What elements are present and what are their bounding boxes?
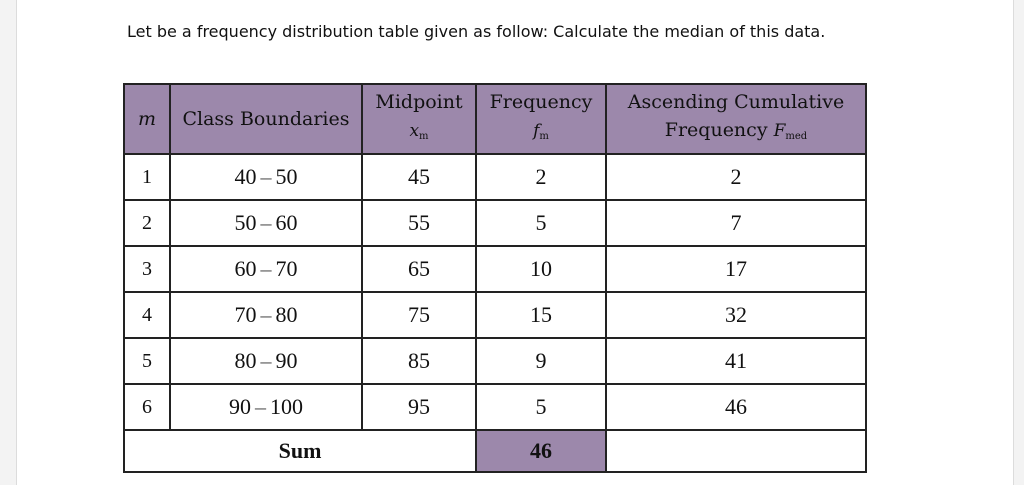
frequency-cell: 5 xyxy=(476,200,606,246)
cumulative-subscript: med xyxy=(785,130,808,142)
row-index: 6 xyxy=(124,384,170,430)
class-upper: 100 xyxy=(270,394,303,419)
cumulative-cell: 7 xyxy=(606,200,866,246)
sum-label: Sum xyxy=(124,430,476,472)
class-lower: 90 xyxy=(229,394,251,419)
class-lower: 80 xyxy=(234,348,257,373)
row-index: 2 xyxy=(124,200,170,246)
table-row xyxy=(124,292,866,338)
midpoint-subscript: m xyxy=(419,130,429,142)
header-cumulative xyxy=(606,84,866,154)
header-frequency-symbol xyxy=(477,116,605,151)
range-dash: – xyxy=(260,210,272,235)
midpoint-cell: 85 xyxy=(362,338,476,384)
table-row xyxy=(124,246,866,292)
range-dash: – xyxy=(260,256,272,281)
frequency-table xyxy=(123,83,867,473)
header-m: m xyxy=(124,84,170,154)
class-lower: 60 xyxy=(234,256,257,281)
class-lower: 70 xyxy=(234,302,257,327)
class-upper: 70 xyxy=(275,256,298,281)
sum-row xyxy=(124,430,866,472)
header-frequency xyxy=(476,84,606,154)
question-text: Let be a frequency distribution table given as follow: Calculate the median of this data. xyxy=(127,22,826,41)
cumulative-cell: 17 xyxy=(606,246,866,292)
class-boundary-cell xyxy=(170,338,362,384)
sum-value: 46 xyxy=(476,430,606,472)
class-boundary-cell xyxy=(170,292,362,338)
cumulative-cell: 41 xyxy=(606,338,866,384)
frequency-symbol: f xyxy=(533,120,540,141)
class-boundary-cell xyxy=(170,246,362,292)
sum-empty-cell xyxy=(606,430,866,472)
class-upper: 90 xyxy=(275,348,298,373)
frequency-cell: 2 xyxy=(476,154,606,200)
class-lower: 50 xyxy=(234,210,257,235)
range-dash: – xyxy=(260,164,272,189)
range-dash: – xyxy=(260,348,272,373)
frequency-cell: 15 xyxy=(476,292,606,338)
table-row xyxy=(124,154,866,200)
midpoint-cell: 55 xyxy=(362,200,476,246)
midpoint-cell: 45 xyxy=(362,154,476,200)
header-midpoint-label: Midpoint xyxy=(375,90,463,113)
midpoint-cell: 65 xyxy=(362,246,476,292)
header-cumulative-line2 xyxy=(607,116,865,151)
frequency-cell: 9 xyxy=(476,338,606,384)
class-lower: 40 xyxy=(234,164,257,189)
row-index: 4 xyxy=(124,292,170,338)
document-page xyxy=(16,0,1014,485)
range-dash: – xyxy=(255,394,266,419)
cumulative-cell: 2 xyxy=(606,154,866,200)
table-row xyxy=(124,384,866,430)
header-frequency-label: Frequency xyxy=(489,90,593,113)
table-row xyxy=(124,200,866,246)
header-class-boundaries: Class Boundaries xyxy=(170,84,362,154)
class-upper: 50 xyxy=(275,164,298,189)
class-boundary-cell xyxy=(170,154,362,200)
cumulative-cell: 32 xyxy=(606,292,866,338)
class-boundary-cell xyxy=(170,200,362,246)
cumulative-label: Frequency xyxy=(664,118,768,141)
class-upper: 80 xyxy=(275,302,298,327)
frequency-subscript: m xyxy=(539,130,549,142)
row-index: 1 xyxy=(124,154,170,200)
frequency-cell: 5 xyxy=(476,384,606,430)
header-midpoint xyxy=(362,84,476,154)
cumulative-cell: 46 xyxy=(606,384,866,430)
header-midpoint-symbol xyxy=(363,116,475,151)
cumulative-symbol: F xyxy=(773,120,786,141)
class-upper: 60 xyxy=(275,210,298,235)
frequency-cell: 10 xyxy=(476,246,606,292)
table-row xyxy=(124,338,866,384)
table-header-row xyxy=(124,84,866,154)
row-index: 5 xyxy=(124,338,170,384)
class-boundary-cell xyxy=(170,384,362,430)
midpoint-cell: 95 xyxy=(362,384,476,430)
range-dash: – xyxy=(260,302,272,327)
row-index: 3 xyxy=(124,246,170,292)
midpoint-cell: 75 xyxy=(362,292,476,338)
header-cumulative-line1: Ascending Cumulative xyxy=(627,90,845,113)
midpoint-symbol: x xyxy=(409,120,420,141)
